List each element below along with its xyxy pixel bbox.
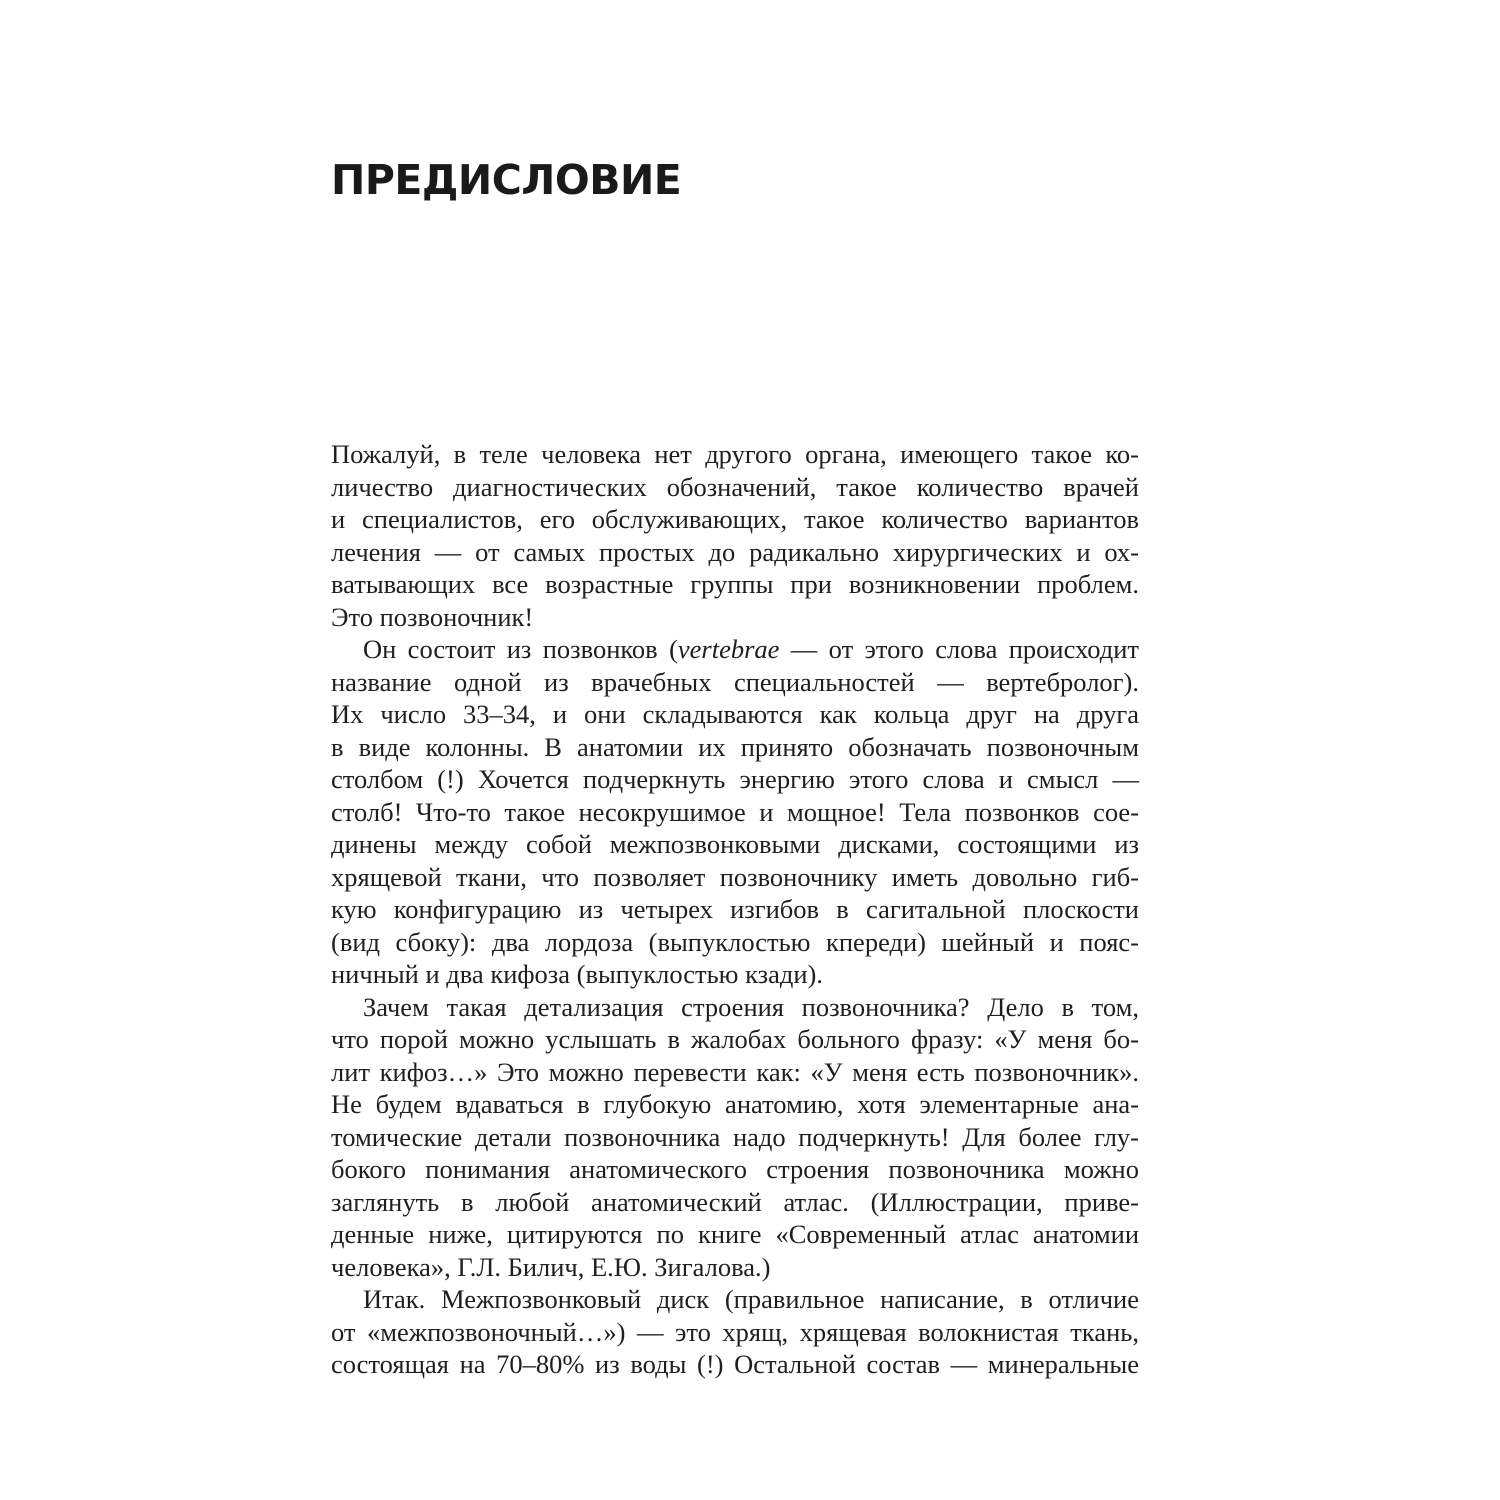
text-line: человека», Г.Л. Билич, Е.Ю. Зигалова.) — [331, 1251, 771, 1282]
text-line: столбом (!) Хочется подчеркнуть энергию этого слова и смысл — — [331, 764, 1139, 794]
text-line: от «межпозвоночный…») — это хрящ, хрящевая волокнистая ткань, — [331, 1316, 1139, 1347]
text-line: ничный и два кифоза (выпуклостью кзади). — [331, 959, 823, 989]
latin-term: vertebrae — [677, 634, 780, 664]
text-line: Это позвоночник! — [331, 601, 534, 632]
text-line: лечения — от самых простых до радикально хирургических и ох- — [331, 536, 1139, 567]
text-line: Итак. Межпозвонковый диск (правильное написание, в отличие — [363, 1284, 1139, 1314]
text-line — [331, 633, 1139, 666]
text-line: столб! Что-то такое несокрушимое и мощное! Тела позвонков сое- — [331, 796, 1139, 827]
text-line: лит кифоз…» Это можно перевести как: «У меня есть позвоночник». — [331, 1056, 1139, 1087]
text-line: Их число 33–34, и они складываются как кольца друг на друга — [331, 699, 1139, 729]
text-line: название одной из врачебных специальностей — вертебролог). — [331, 666, 1139, 697]
text-line: томические детали позвоночника надо подчеркнуть! Для более глу- — [331, 1121, 1139, 1152]
text-line: личество диагностических обозначений, такое количество врачей — [331, 471, 1139, 502]
text-line: Пожалуй, в теле человека нет другого органа, имеющего такое ко- — [331, 439, 1139, 469]
text-line: кую конфигурацию из четырех изгибов в сагитальной плоскости — [331, 894, 1139, 924]
text-line: динены между собой межпозвонковыми дисками, состоящими из — [331, 829, 1139, 859]
text-line: хрящевой ткани, что позволяет позвоночнику иметь довольно гиб- — [331, 861, 1139, 892]
text-line: Не будем вдаваться в глубокую анатомию, хотя элементарные ана- — [331, 1089, 1139, 1119]
text-line: (вид сбоку): два лордоза (выпуклостью кпереди) шейный и пояс- — [331, 926, 1139, 957]
body-text — [331, 438, 1139, 1381]
chapter-heading: ПРЕДИСЛОВИЕ — [331, 156, 682, 204]
text-line: состоящая на 70–80% из воды (!) Остальной состав — минеральные — [331, 1349, 1139, 1379]
text-line: в виде колонны. В анатомии их принято обозначать позвоночным — [331, 731, 1139, 762]
text-line: и специалистов, его обслуживающих, такое количество вариантов — [331, 504, 1139, 534]
text-fragment: Он состоит из позвонков ( — [363, 634, 678, 664]
text-line: ватывающих все возрастные группы при возникновении проблем. — [331, 569, 1139, 599]
text-line: бокого понимания анатомического строения позвоночника можно — [331, 1154, 1139, 1184]
text-fragment: — от этого слова происходит — [779, 634, 1139, 664]
text-line: заглянуть в любой анатомический атлас. (Иллюстрации, приве- — [331, 1186, 1139, 1217]
text-line: что порой можно услышать в жалобах больного фразу: «У меня бо- — [331, 1024, 1139, 1054]
text-line: Зачем такая детализация строения позвоночника? Дело в том, — [363, 991, 1139, 1022]
text-line: денные ниже, цитируются по книге «Современный атлас анатомии — [331, 1219, 1139, 1249]
